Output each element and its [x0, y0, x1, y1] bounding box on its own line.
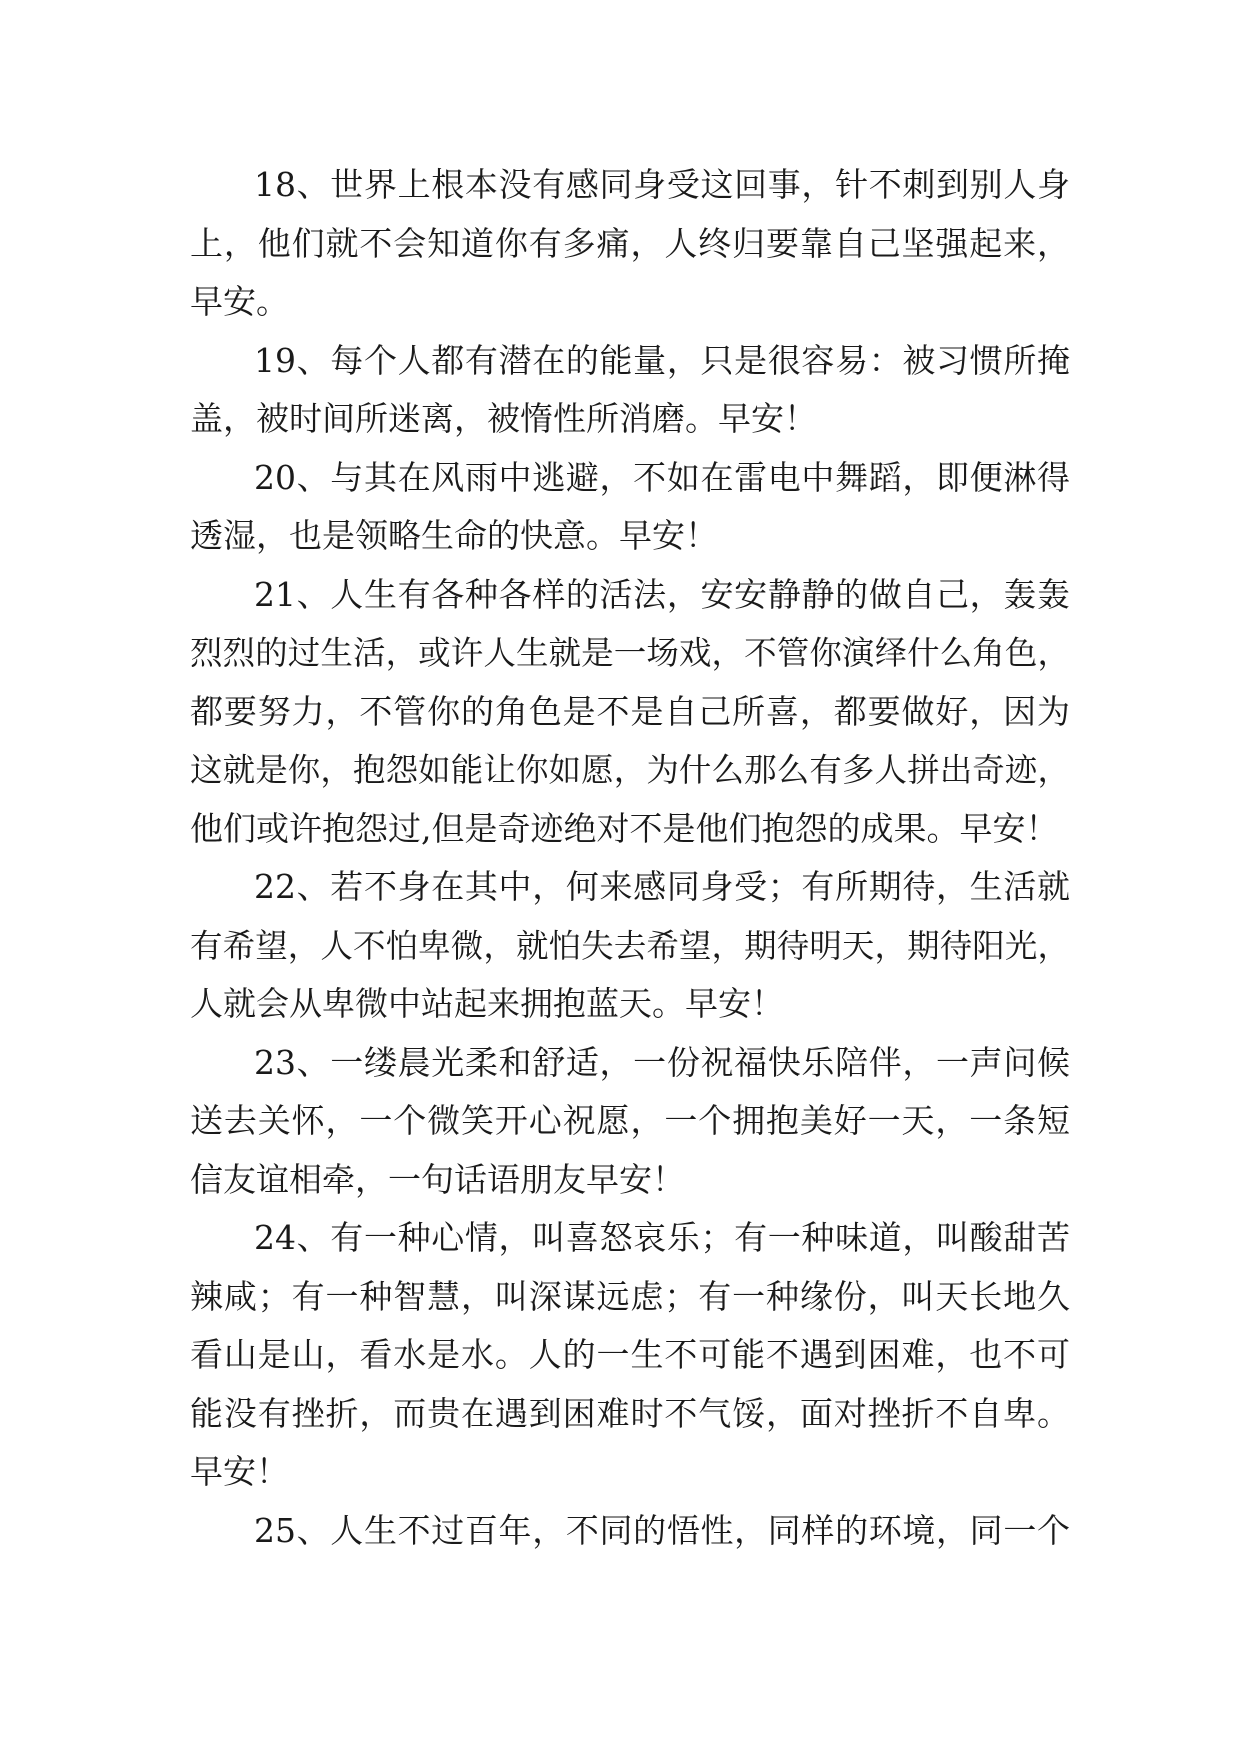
paragraph-line: 看山是山，看水是水。人的一生不可能不遇到困难，也不可	[190, 1335, 1070, 1374]
paragraph-line: 人就会从卑微中站起来拥抱蓝天。早安！	[190, 984, 784, 1023]
paragraph-21	[190, 566, 1070, 859]
paragraph-line: 早安！	[190, 1452, 289, 1491]
paragraph-24	[190, 1209, 1070, 1502]
document-body	[190, 156, 1070, 1560]
paragraph-line: 上，他们就不会知道你有多痛，人终归要靠自己坚强起来，	[190, 223, 1070, 263]
paragraph-line: 信友谊相牵，一句话语朋友早安！	[190, 1159, 685, 1199]
paragraph-23	[190, 1034, 1070, 1210]
paragraph-line: 早安。	[190, 282, 289, 321]
paragraph-25	[190, 1502, 1070, 1561]
paragraph-line: 24、有一种心情，叫喜怒哀乐；有一种味道，叫酸甜苦	[254, 1218, 1070, 1257]
paragraph-line: 能没有挫折，而贵在遇到困难时不气馁，面对挫折不自卑。	[190, 1393, 1070, 1433]
paragraph-line: 烈烈的过生活，或许人生就是一场戏，不管你演绎什么角色，	[190, 634, 1070, 672]
paragraph-line: 他们或许抱怨过,但是奇迹绝对不是他们抱怨的成果。早安！	[190, 808, 1059, 848]
paragraph-line: 18、世界上根本没有感同身受这回事，针不刺到别人身	[254, 165, 1070, 204]
paragraph-line: 送去关怀，一个微笑开心祝愿，一个拥抱美好一天，一条短	[190, 1101, 1070, 1140]
paragraph-line: 都要努力，不管你的角色是不是自己所喜，都要做好，因为	[190, 691, 1070, 731]
paragraph-line: 20、与其在风雨中逃避，不如在雷电中舞蹈，即便淋得	[254, 457, 1070, 497]
paragraph-line: 21、人生有各种各样的活法，安安静静的做自己，轰轰	[254, 574, 1070, 614]
paragraph-19	[190, 332, 1070, 449]
paragraph-line: 23、一缕晨光柔和舒适，一份祝福快乐陪伴，一声问候	[254, 1042, 1070, 1082]
paragraph-line: 盖，被时间所迷离，被惰性所消磨。早安！	[190, 399, 817, 438]
paragraph-line: 辣咸；有一种智慧，叫深谋远虑；有一种缘份，叫天长地久	[190, 1276, 1070, 1316]
paragraph-18	[190, 156, 1070, 332]
paragraph-line: 这就是你，抱怨如能让你如愿，为什么那么有多人拼出奇迹，	[190, 751, 1070, 789]
paragraph-line: 19、每个人都有潜在的能量，只是很容易：被习惯所掩	[254, 340, 1070, 380]
paragraph-line: 25、人生不过百年，不同的悟性，同样的环境，同一个	[254, 1510, 1070, 1550]
paragraph-20	[190, 449, 1070, 566]
paragraph-line: 有希望，人不怕卑微，就怕失去希望，期待明天，期待阳光，	[190, 926, 1070, 965]
paragraph-22	[190, 858, 1070, 1034]
paragraph-line: 22、若不身在其中，何来感同身受；有所期待，生活就	[254, 867, 1070, 906]
paragraph-line: 透湿，也是领略生命的快意。早安！	[190, 516, 718, 555]
